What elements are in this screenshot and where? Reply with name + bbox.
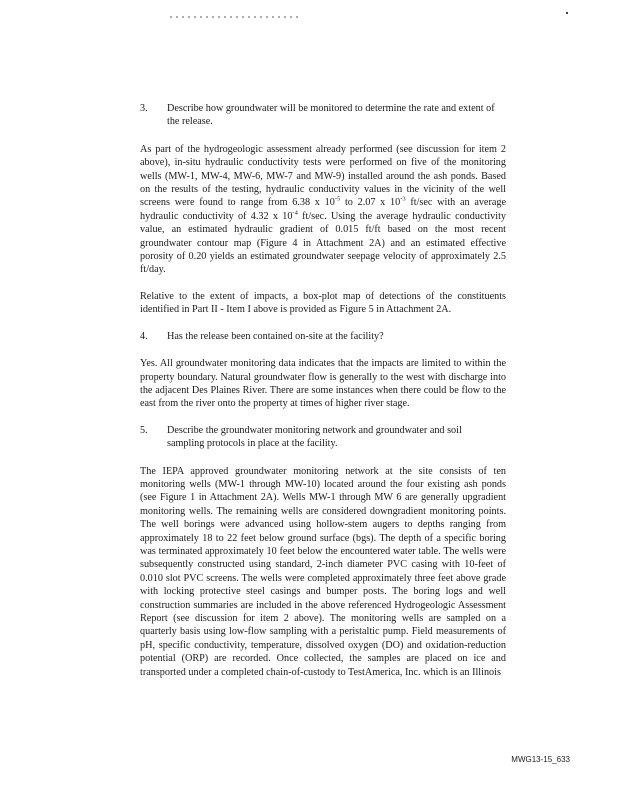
- paragraph-hydraulic-conductivity: As part of the hydrogeologic assessment already performed (see discussion for item 2 above), in-situ hydraulic conductivity tests were performed on five of the monitoring wells (MW-1, MW-4, MW-6, MW-7 and MW-9) installed around the ash ponds. Based on the results of the testing, hydraulic conductivity values in the vicinity of the well screens were found to range from 6.38 x $10^{-5}$ to 2.07 x $10^{-3}$ ft/sec with an average hydraulic conductivity of 4.32 x $10^{-4}$ ft/sec. Using the average hydraulic conductivity value, an estimated hydraulic gradient of 0.015 ft/ft based on the most recent groundwater contour map (Figure 4 in Attachment 2A) and an estimated effective porosity of 0.20 yields an estimated groundwater seepage velocity of approximately 2.5 ft/day.: [140, 143, 506, 276]
- question-item-4: [140, 330, 506, 343]
- paragraph-extent-impacts: Relative to the extent of impacts, a box-plot map of detections of the constituents identified in Part II - Item I above is provided as Figure 5 in Attachment 2A.: [140, 290, 506, 316]
- scan-dot: [566, 12, 568, 14]
- question-number: 3.: [140, 103, 148, 114]
- question-item-5: [140, 424, 506, 451]
- question-text: Has the release been contained on-site at the facility?: [167, 330, 384, 342]
- paragraph-containment: Yes. All groundwater monitoring data indicates that the impacts are limited to within the property boundary. Natural groundwater flow is generally to the west with discharge into the adjacent Des Plaines River. There are some instances when there could be flow to the east from the river onto the property at times of higher river stage.: [140, 358, 506, 410]
- question-number: 4.: [140, 330, 148, 342]
- exponent: -3: [400, 196, 406, 204]
- exponent: -4: [292, 209, 298, 217]
- document-body: [140, 102, 506, 692]
- scan-artifact: [170, 16, 300, 18]
- question-number: 5.: [140, 424, 148, 436]
- bates-number: MWG13-15_633: [511, 755, 570, 764]
- exponent: -5: [334, 196, 341, 204]
- question-text: Describe the groundwater monitoring network and groundwater and soil sampling protocols in place at the facility.: [167, 424, 462, 450]
- paragraph-monitoring-network: The IEPA approved groundwater monitoring network at the site consists of ten monitoring wells (MW-1 through MW-10) located around the four existing ash ponds (see Figure 1 in Attachment 2A). Wells MW-1 through MW 6 are generally upgradient monitoring wells. The remaining wells are considered downgradient monitoring points. The well borings were advanced using hollow-stem augers to depths ranging from approximately 18 to 22 feet below ground surface (bgs). The depth of a specific boring was terminated approximately 10 feet below the encountered water table. The wells were subsequently constructed using standard, 2-inch diameter PVC casing with 10-feet of 0.010 slot PVC screens. The wells were completed approximately three feet above grade with locking protective steel casings and bumper posts. The boring logs and well construction summaries are included in the above referenced Hydrogeologic Assessment Report (see discussion for item 2 above). The monitoring wells are sampled on a quarterly basis using low-flow sampling with a peristaltic pump. Field measurements of pH, specific conductivity, temperature, dissolved oxygen (DO) and oxidation-reduction potential (ORP) are recorded. Once collected, the samples are placed on ice and transported under a completed chain-of-custody to TestAmerica, Inc. which is an Illinois: [140, 465, 506, 678]
- question-text: Describe how groundwater will be monitored to determine the rate and extent of the release.: [167, 103, 495, 128]
- question-item-3: [140, 102, 506, 129]
